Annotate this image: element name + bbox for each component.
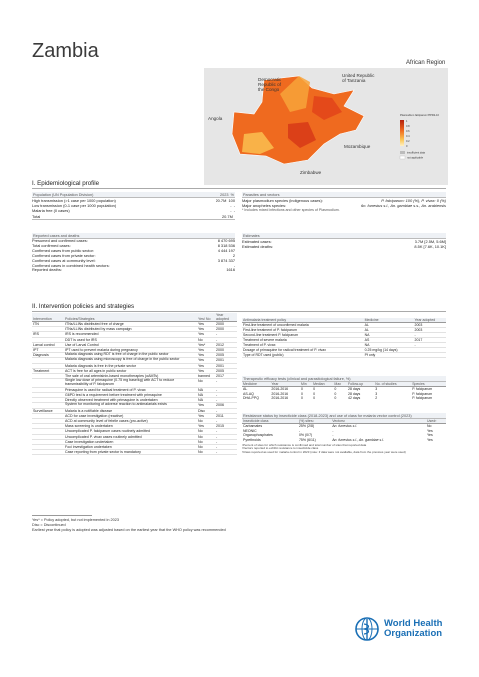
resistance-header: Resistance status by insecticide class (2018-2023) and use of class for malaria vector control (2023) bbox=[242, 413, 446, 419]
parasites-label: Major anopheles species: bbox=[242, 203, 287, 209]
efficacy-cell: 0 bbox=[313, 396, 316, 401]
policy-yes-no: Disc bbox=[197, 408, 215, 413]
resistance-cell: Yes bbox=[427, 428, 433, 433]
resistance-cell: Yes bbox=[427, 438, 433, 443]
antimalaria-label: First-line treatment of unconfirmed malaria bbox=[243, 323, 309, 327]
efficacy-cell: P. falciparum bbox=[412, 391, 433, 396]
efficacy-col: Medicine bbox=[242, 382, 270, 387]
resistance-cell: Carbamates bbox=[243, 424, 263, 429]
page-title: Zambia bbox=[32, 40, 99, 62]
antimalaria-label: Second-line treatment P. falciparum bbox=[243, 333, 299, 337]
col-policies: Policies/Strategies bbox=[64, 313, 197, 322]
population-value: - bbox=[230, 208, 232, 214]
policy-yes-no: No bbox=[197, 439, 215, 444]
efficacy-cell: 3 bbox=[375, 387, 378, 392]
policy-year: 2000 bbox=[215, 327, 237, 332]
policy-year: - bbox=[215, 379, 237, 388]
efficacy-cell: 0 bbox=[313, 391, 316, 396]
col-year-adopted: Year adopted bbox=[215, 313, 237, 322]
estimates-value: 8.5K [7.6K, 10.1K] bbox=[414, 244, 446, 250]
antimalaria-header: Antimalaria treatment policy bbox=[242, 318, 364, 323]
section1-title: I. Epidemiological profile bbox=[32, 180, 446, 189]
parasites-value: An. funestus s.l., An. gambiae s.s., An. arabiensis bbox=[360, 203, 446, 209]
reported-row bbox=[32, 268, 235, 273]
policy-text: Primaquine is used for radical treatment of P. vivax bbox=[64, 387, 197, 392]
efficacy-col: No. of studies bbox=[374, 382, 411, 387]
efficacy-cell: 2016-2016 bbox=[271, 387, 289, 392]
antimalaria-year: 2003 bbox=[414, 323, 423, 327]
malaria-map bbox=[204, 68, 448, 185]
map-legend-tick: 1 bbox=[406, 120, 408, 123]
reported-label: Confirmed cases at community level: bbox=[32, 258, 96, 263]
policy-text: Use of Larval Control bbox=[64, 342, 197, 347]
policy-year: 2005 bbox=[215, 368, 237, 373]
efficacy-cell: 0 bbox=[301, 387, 303, 392]
reported-value: 2 bbox=[232, 253, 235, 258]
antimalaria-table bbox=[242, 318, 446, 358]
policy-text: Malaria diagnosis is free in the private sector bbox=[64, 363, 197, 368]
efficacy-cell: 2 bbox=[375, 396, 378, 401]
policy-yes-no: NA bbox=[197, 398, 215, 403]
population-value: 20.7M bbox=[222, 213, 233, 219]
parasites-header: Parasites and vectors bbox=[242, 192, 446, 198]
efficacy-cell: 0 bbox=[334, 396, 337, 401]
policy-year: - bbox=[215, 439, 237, 444]
map-label-zimbabwe: Zimbabwe bbox=[300, 170, 322, 175]
policy-text: Case reporting from private sector is mandatory bbox=[64, 450, 197, 455]
reported-box bbox=[32, 233, 235, 273]
reported-header: Reported cases and deaths bbox=[32, 233, 235, 239]
population-rows bbox=[32, 198, 235, 220]
parasites-rows bbox=[242, 198, 446, 208]
antimalaria-medicine: AL bbox=[364, 328, 369, 332]
policy-text: ACT is free for all ages in public sector bbox=[64, 368, 197, 373]
who-emblem-icon bbox=[354, 616, 380, 642]
resistance-cell: An. funestus s.l., An. gambiae s.l. bbox=[332, 438, 385, 443]
policy-yes-no: Yes bbox=[197, 358, 215, 363]
policy-yes-no: No bbox=[197, 379, 215, 388]
antimalaria-medicine: NA bbox=[364, 343, 370, 347]
policy-text: ACD for case investigation (reactive) bbox=[64, 413, 197, 418]
antimalaria-medicine: Pf only bbox=[364, 353, 376, 357]
efficacy-cell: AL bbox=[243, 387, 248, 392]
antimalaria-label: First-line treatment of P. falciparum bbox=[243, 328, 298, 332]
population-pct: - bbox=[233, 208, 235, 214]
resistance-notes bbox=[242, 444, 446, 455]
policy-intervention: Diagnosis bbox=[32, 353, 64, 358]
efficacy-col: Min bbox=[300, 382, 312, 387]
policy-year: 2015 bbox=[215, 424, 237, 429]
policy-text: ITNs/LLINs distributed free of charge bbox=[64, 322, 197, 327]
map-legend-title: Plasmodium falciparum PfPR2-10 bbox=[400, 114, 439, 117]
policy-text: Foci investigation undertaken bbox=[64, 444, 197, 449]
policy-yes-no: No bbox=[197, 434, 215, 439]
antimalaria-row bbox=[242, 353, 446, 358]
policy-year: - bbox=[215, 429, 237, 434]
policy-text: Uncomplicated P. vivax cases routinely admitted bbox=[64, 434, 197, 439]
efficacy-row bbox=[242, 396, 446, 401]
resistance-col: Insecticide class bbox=[242, 419, 298, 424]
resistance-cell: An. funestus s.l. bbox=[332, 424, 358, 429]
resistance-row bbox=[242, 438, 446, 443]
map-label-drc-2: Republic of bbox=[258, 82, 281, 87]
resistance-cell: - bbox=[298, 428, 301, 433]
estimates-box bbox=[242, 233, 446, 249]
footnote-disc: Disc = Discontinued bbox=[32, 523, 66, 527]
policy-year: 2001 bbox=[215, 363, 237, 368]
map-label-mozambique: Mozambique bbox=[344, 144, 371, 149]
efficacy-col: Median bbox=[312, 382, 333, 387]
policy-year: - bbox=[215, 434, 237, 439]
reported-value: 8 318 536 bbox=[217, 243, 235, 248]
map-legend-gradient bbox=[400, 120, 404, 146]
population-label: Total bbox=[32, 213, 41, 219]
policy-yes-no: No bbox=[197, 429, 215, 434]
efficacy-col: Max bbox=[333, 382, 347, 387]
policy-intervention bbox=[32, 379, 64, 388]
map-legend-tick: 0.4 bbox=[406, 135, 410, 138]
map-legend-tick: 0.6 bbox=[406, 130, 410, 133]
policy-yes-no: Yes bbox=[197, 353, 215, 358]
policy-year: 2011 bbox=[215, 413, 237, 418]
reported-label: Confirmed cases from public sector: bbox=[32, 248, 95, 253]
population-label: High transmission (>1 case per 1000 population) bbox=[32, 198, 116, 203]
policy-row bbox=[32, 450, 237, 455]
map-legend-insufficient: insufficient data bbox=[407, 151, 425, 155]
resistance-cell: 25% (2/8) bbox=[298, 424, 315, 429]
region-label: African Region bbox=[406, 60, 446, 66]
policy-year: 2001 bbox=[215, 358, 237, 363]
policy-intervention: Larval control bbox=[32, 342, 64, 347]
map-legend-tick: 0.2 bbox=[406, 140, 410, 143]
policy-yes-no: Yes bbox=[197, 368, 215, 373]
efficacy-cell: DHA-PPQ bbox=[243, 396, 259, 401]
reported-value: 3 874 337 bbox=[217, 258, 235, 263]
antimalaria-year: - bbox=[414, 343, 416, 347]
resistance-cell: NEONIC bbox=[243, 428, 257, 433]
reported-value: 8 470 695 bbox=[217, 239, 235, 243]
efficacy-cell: 2016-2016 bbox=[271, 391, 289, 396]
resistance-cell: - bbox=[332, 433, 334, 438]
efficacy-cell: 3 bbox=[375, 391, 378, 396]
efficacy-cell: 2016-2016 bbox=[271, 396, 289, 401]
antimalaria-box bbox=[242, 318, 446, 358]
policy-footnotes bbox=[32, 515, 237, 533]
parasites-value: P. falciparum: 100 (%), P. vivax: 0 (%) bbox=[381, 198, 446, 203]
policy-intervention bbox=[32, 450, 64, 455]
policy-year: - bbox=[215, 419, 237, 424]
efficacy-cell: 0 bbox=[334, 391, 337, 396]
policy-yes-no: No bbox=[197, 450, 215, 455]
policy-year: - bbox=[215, 398, 237, 403]
population-row bbox=[32, 214, 235, 220]
policy-yes-no: Yes bbox=[197, 332, 215, 337]
policy-text: ITNs/LLINs distributed by mass campaign bbox=[64, 327, 197, 332]
antimalaria-medicine: NA bbox=[364, 333, 370, 337]
efficacy-cell: 0 bbox=[334, 387, 337, 392]
policy-text: Directly observed treatment with primaquine is undertaken bbox=[64, 398, 197, 403]
map-label-drc-3: the Congo bbox=[258, 87, 280, 92]
reported-value: - bbox=[233, 263, 235, 268]
population-values bbox=[222, 214, 235, 219]
policy-text: System for monitoring of adverse reaction to antimalarials exists bbox=[64, 403, 197, 408]
policy-text: Malaria is a notifiable disease bbox=[64, 408, 197, 413]
resistance-note: ³Class reported as used for malaria control in 2023 (note: if data were not available, data from the previous year were used) bbox=[242, 450, 406, 455]
policy-text: IPT used to prevent malaria during pregnancy bbox=[64, 347, 197, 352]
resistance-cell: 75% (6/11) bbox=[298, 438, 316, 443]
col-intervention: Intervention bbox=[32, 313, 64, 322]
policy-yes-no: Yes bbox=[197, 327, 215, 332]
resistance-col: (%) sites¹ bbox=[298, 419, 331, 424]
resistance-table bbox=[242, 419, 446, 443]
map-legend-tick: 0.8 bbox=[406, 125, 410, 128]
policy-year: - bbox=[215, 450, 237, 455]
resistance-note: ²Vectors reported to exhibit resistance to insecticide class bbox=[242, 446, 319, 451]
policy-year: 2006 bbox=[215, 403, 237, 408]
efficacy-cell: 28 days bbox=[348, 391, 361, 396]
map-legend-na: not applicable bbox=[407, 156, 424, 160]
resistance-cell: - bbox=[332, 428, 334, 433]
parasites-label: Major plasmodium species (indigenous cases): bbox=[242, 198, 323, 203]
policy-text: Case investigation undertaken bbox=[64, 439, 197, 444]
col-yes-no: Yes/ No bbox=[197, 313, 215, 322]
policy-row bbox=[32, 379, 237, 388]
map-svg bbox=[204, 68, 448, 185]
efficacy-cell: 0 bbox=[301, 396, 303, 401]
map-label-angola: Angola bbox=[208, 116, 223, 121]
policy-yes-no: NA bbox=[197, 393, 215, 398]
policy-text: ACD at community level of febrile cases (pro-active) bbox=[64, 419, 197, 424]
policy-year: 2000 bbox=[215, 347, 237, 352]
reported-label: Confirmed cases from private sector: bbox=[32, 253, 96, 258]
policy-yes-no: Yes* bbox=[197, 342, 215, 347]
resistance-col: Vectors² bbox=[331, 419, 426, 424]
population-value: 20.7M bbox=[215, 198, 227, 203]
estimates-row bbox=[242, 244, 446, 249]
parasites-box bbox=[242, 192, 446, 213]
map-label-drc-1: Democratic bbox=[258, 77, 282, 82]
reported-label: Total confirmed cases: bbox=[32, 243, 71, 248]
antimalaria-label: Treatment of severe malaria bbox=[243, 338, 287, 342]
antimalaria-year: 2003 bbox=[414, 328, 423, 332]
policy-yes-no: No bbox=[197, 444, 215, 449]
antimalaria-year: - bbox=[414, 333, 416, 337]
population-pct: - bbox=[233, 203, 235, 209]
policies-table bbox=[32, 313, 237, 455]
population-pct: 100 bbox=[228, 198, 235, 203]
population-label: Low transmission (0-1 case per 1000 population) bbox=[32, 203, 117, 209]
map-label-tanzania-1: United Republic bbox=[342, 73, 375, 78]
resistance-cell: Pyrethroids bbox=[243, 438, 261, 443]
policy-text: Mass screening is undertaken bbox=[64, 424, 197, 429]
parasites-note: * Includes mixed infections and other species of Plasmodium. bbox=[242, 208, 340, 213]
efficacy-header: Therapeutic efficacy tests (clinical and parasitological failure, %) bbox=[242, 376, 446, 382]
policy-intervention: IPT bbox=[32, 347, 64, 352]
policy-year: - bbox=[215, 332, 237, 337]
policy-text: Uncomplicated P. falciparum cases routinely admitted bbox=[64, 429, 197, 434]
resistance-note: ¹Percent of sites for which resistance is confirmed and total number of sites that reported data bbox=[242, 442, 367, 447]
efficacy-cell: AS-AQ bbox=[243, 391, 254, 396]
antimalaria-year: 2017 bbox=[414, 338, 423, 342]
policy-intervention: Surveillance bbox=[32, 408, 64, 413]
antimalaria-col-year: Year adopted bbox=[414, 318, 446, 323]
policy-text: Malaria diagnosis using microscopy is free of charge in the public sector bbox=[64, 358, 197, 363]
antimalaria-year bbox=[414, 353, 446, 358]
efficacy-col: Species bbox=[411, 382, 446, 387]
estimates-label: Estimated cases: bbox=[242, 239, 272, 244]
policy-year: - bbox=[215, 337, 237, 342]
antimalaria-medicine: AL bbox=[364, 323, 369, 327]
policy-yes-no: Yes bbox=[197, 347, 215, 352]
antimalaria-medicine: AS bbox=[364, 338, 370, 342]
estimates-label: Estimated deaths: bbox=[242, 244, 274, 250]
policy-yes-no: NA bbox=[197, 387, 215, 392]
section2-title: II. Intervention policies and strategies bbox=[32, 303, 446, 312]
reported-rows bbox=[32, 239, 235, 273]
population-label: Malaria free (0 cases) bbox=[32, 208, 70, 214]
estimates-header: Estimates bbox=[242, 233, 446, 239]
policy-year: - bbox=[215, 444, 237, 449]
policy-text: G6PD test is a requirement before treatment with primaquine bbox=[64, 393, 197, 398]
policy-intervention: Treatment bbox=[32, 368, 64, 373]
policy-yes-no: banned bbox=[197, 373, 215, 378]
efficacy-cell: 42 days bbox=[348, 396, 361, 401]
policy-text: Single low dose of primaquine (0.75 mg base/kg) with ACT to reduce transmissibility of P. falciparum bbox=[64, 379, 197, 388]
efficacy-col: Year bbox=[270, 382, 300, 387]
antimalaria-label: Treatment of P. vivax bbox=[243, 343, 276, 347]
policy-intervention: ITN bbox=[32, 322, 64, 327]
efficacy-cell: P. falciparum bbox=[412, 396, 433, 401]
reported-value: 1616 bbox=[226, 268, 235, 273]
resistance-box bbox=[242, 413, 446, 455]
policy-text: IRS is recommended bbox=[64, 332, 197, 337]
policy-year: - bbox=[215, 408, 237, 413]
policies-box bbox=[32, 313, 237, 455]
policy-yes-no: Yes bbox=[197, 322, 215, 327]
policy-year: - bbox=[215, 387, 237, 392]
reported-label: Presumed and confirmed cases: bbox=[32, 239, 88, 243]
reported-value: 4 444 197 bbox=[217, 248, 235, 253]
efficacy-cell: P. falciparum bbox=[412, 387, 433, 392]
efficacy-cell: 0 bbox=[313, 387, 316, 392]
policy-year: 2012 bbox=[215, 342, 237, 347]
policy-year: 2017 bbox=[215, 373, 237, 378]
map-label-tanzania-2: of Tanzania bbox=[342, 78, 366, 83]
policy-yes-no: No bbox=[197, 337, 215, 342]
map-legend-tick: 0 bbox=[406, 145, 408, 148]
antimalaria-label: Type of RDT used (public) bbox=[243, 353, 284, 357]
policy-year: 2005 bbox=[215, 353, 237, 358]
antimalaria-medicine: 0.25 mg/kg (14 days) bbox=[364, 348, 398, 352]
footnote-yes-star: Yes* = Policy adopted, but not implemented in 2023 bbox=[32, 518, 119, 522]
who-logo bbox=[354, 616, 442, 642]
resistance-cell: Organophosphates bbox=[243, 433, 273, 438]
policy-year: - bbox=[215, 393, 237, 398]
policy-year: 2000 bbox=[215, 322, 237, 327]
estimates-rows bbox=[242, 239, 446, 249]
efficacy-col: Follow-up bbox=[347, 382, 374, 387]
resistance-cell: No bbox=[427, 424, 432, 429]
policy-yes-no: No bbox=[197, 419, 215, 424]
resistance-col: Used³ bbox=[426, 419, 446, 424]
population-box bbox=[32, 192, 235, 220]
efficacy-box bbox=[242, 376, 446, 401]
resistance-cell: Yes bbox=[427, 433, 433, 438]
antimalaria-label: Dosage of primaquine for radical treatment of P. vivax bbox=[243, 348, 327, 352]
efficacy-cell: 0 bbox=[301, 391, 303, 396]
policy-yes-no: Yes bbox=[197, 363, 215, 368]
antimalaria-col-medicine: Medicine bbox=[364, 318, 414, 323]
resistance-cell: 0% (0/7) bbox=[298, 433, 313, 438]
efficacy-cell: 28 days bbox=[348, 387, 361, 392]
policy-text: The sale of oral artemisinin-based monotherapies (oAMTs) bbox=[64, 373, 197, 378]
policy-text: Malaria diagnosis using RDT is free of charge in the public sector bbox=[64, 353, 197, 358]
policy-yes-no: Yes bbox=[197, 413, 215, 418]
efficacy-table bbox=[242, 382, 446, 401]
population-header: Population (UN Population Division) 2023 % bbox=[33, 192, 234, 197]
policy-intervention: IRS bbox=[32, 332, 64, 337]
reported-label: Reported deaths: bbox=[32, 268, 62, 273]
policy-yes-no: Yes bbox=[197, 424, 215, 429]
policy-yes-no: Yes bbox=[197, 403, 215, 408]
population-value: - bbox=[230, 203, 232, 209]
estimates-value: 3.7M [2.5M, 5.6M] bbox=[414, 239, 446, 244]
policy-text: DDT is used for IRS bbox=[64, 337, 197, 342]
reported-label: Confirmed cases in combined health sectors: bbox=[32, 263, 110, 268]
footnote-earliest: Earliest year that policy is adopted was adjusted based on the earliest year that the WHO policy was recommended bbox=[32, 528, 226, 532]
who-wordmark: World Health Organization bbox=[384, 618, 443, 639]
